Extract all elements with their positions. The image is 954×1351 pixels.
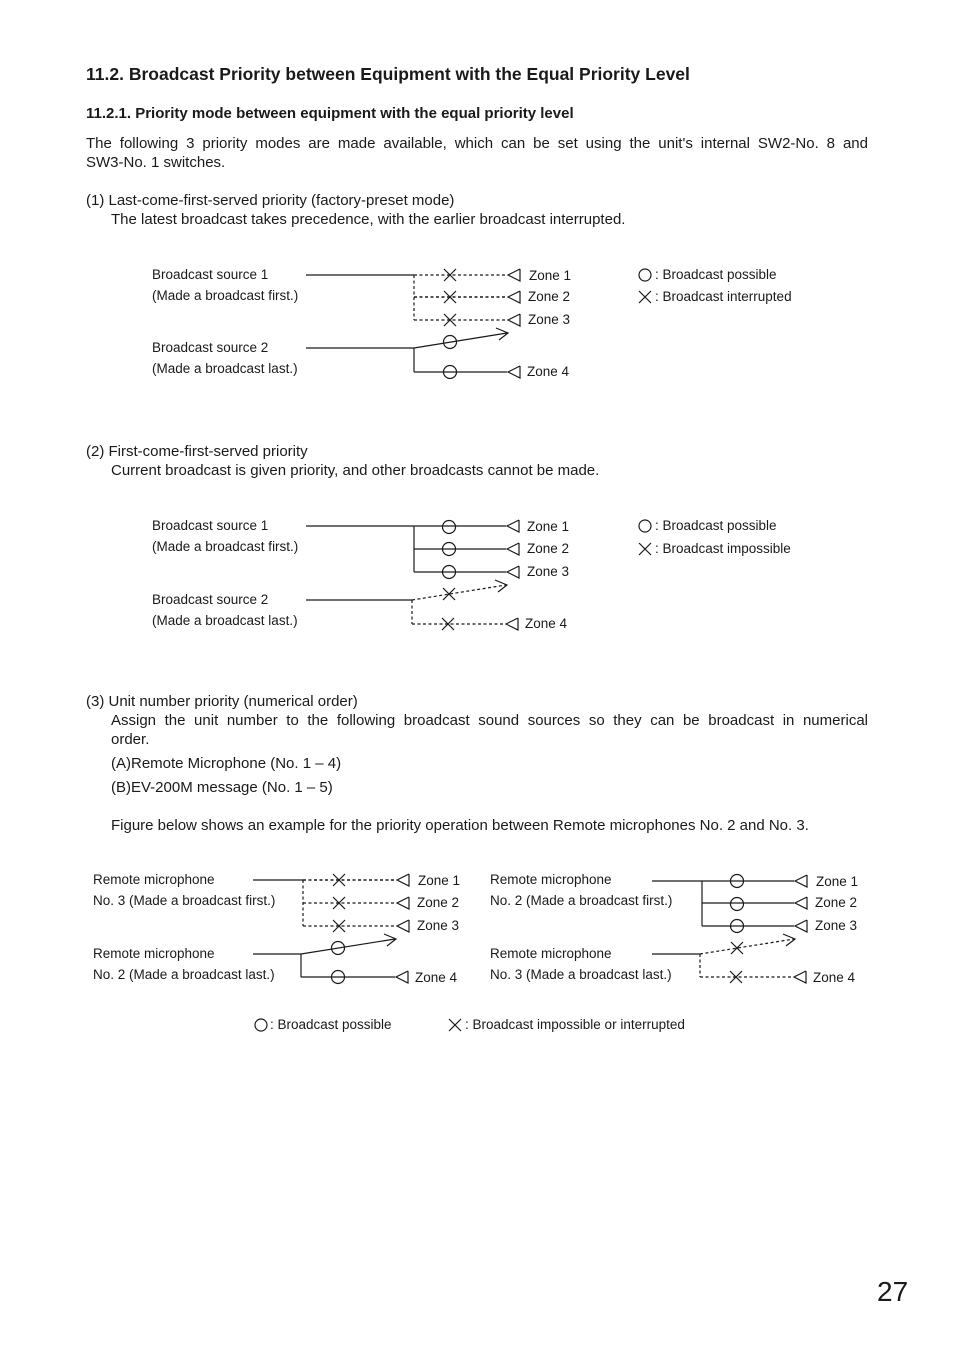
circle-icon xyxy=(443,521,456,534)
circle-icon xyxy=(731,898,744,911)
speaker-icon xyxy=(508,291,520,303)
intro-line-1: The following 3 priority modes are made available, which can be set using the unit's internal SW2-No. 8 and xyxy=(86,135,868,152)
legend-circle-icon xyxy=(639,269,651,281)
mode2-source1-note: (Made a broadcast first.) xyxy=(152,539,299,554)
mode3-figure-note: Figure below shows an example for the priority operation between Remote microphones No. 2 and No. 3. xyxy=(111,817,809,834)
mode1-zone-2: Zone 2 xyxy=(528,289,571,304)
speaker-icon xyxy=(507,566,519,578)
speaker-icon xyxy=(795,875,807,887)
mode3-right-zone-2: Zone 2 xyxy=(815,895,858,910)
mode2-zone-3: Zone 3 xyxy=(527,564,570,579)
mode2-legend-possible: : Broadcast possible xyxy=(655,518,777,533)
speaker-icon xyxy=(397,920,409,932)
mode1-description: The latest broadcast takes precedence, with the earlier broadcast interrupted. xyxy=(111,211,626,228)
mode2-source1-name: Broadcast source 1 xyxy=(152,518,269,533)
mode3-legend-impossible: : Broadcast impossible or interrupted xyxy=(465,1017,685,1032)
mode2-source2-note: (Made a broadcast last.) xyxy=(152,613,298,628)
mode1-source1-note: (Made a broadcast first.) xyxy=(152,288,299,303)
mode2-zone-1: Zone 1 xyxy=(527,519,570,534)
mode2-zone-4: Zone 4 xyxy=(525,616,568,631)
page-number: 27 xyxy=(877,1276,909,1307)
speaker-icon xyxy=(508,269,520,281)
speaker-icon xyxy=(396,971,408,983)
section-title: 11.2. Broadcast Priority between Equipment with the Equal Priority Level xyxy=(86,64,690,84)
mode2-zone-2: Zone 2 xyxy=(527,541,570,556)
mode3-left-source2-name: Remote microphone xyxy=(93,946,215,961)
mode3-left-zone-2: Zone 2 xyxy=(417,895,460,910)
mode3-item-b: (B)EV-200M message (No. 1 – 5) xyxy=(111,779,333,796)
mode2-heading: (2) First-come-first-served priority xyxy=(86,443,308,460)
mode1-legend-interrupted: : Broadcast interrupted xyxy=(655,289,792,304)
mode3-left-zone-3: Zone 3 xyxy=(417,918,460,933)
speaker-icon xyxy=(397,874,409,886)
speaker-icon xyxy=(795,920,807,932)
mode1-legend-possible: : Broadcast possible xyxy=(655,267,777,282)
speaker-icon xyxy=(508,314,520,326)
speaker-icon xyxy=(795,897,807,909)
mode2-source2-name: Broadcast source 2 xyxy=(152,592,269,607)
mode3-legend-possible: : Broadcast possible xyxy=(270,1017,392,1032)
mode3-left-source1-name: Remote microphone xyxy=(93,872,215,887)
mode3-right-source1-note: No. 2 (Made a broadcast first.) xyxy=(490,893,673,908)
mode3-item-a: (A)Remote Microphone (No. 1 – 4) xyxy=(111,755,342,772)
mode3-right-zone-4: Zone 4 xyxy=(813,970,856,985)
mode3-right-diagram xyxy=(652,875,807,984)
x-icon xyxy=(443,588,455,600)
mode1-zone-4: Zone 4 xyxy=(527,364,570,379)
speaker-icon xyxy=(794,971,806,983)
mode2-legend-impossible: : Broadcast impossible xyxy=(655,541,791,556)
mode3-right-source2-name: Remote microphone xyxy=(490,946,612,961)
speaker-icon xyxy=(508,366,520,378)
mode3-left-diagram xyxy=(253,874,409,984)
mode1-zone-3: Zone 3 xyxy=(528,312,571,327)
intro-line-2: SW3-No. 1 switches. xyxy=(86,154,226,171)
mode1-zone-1: Zone 1 xyxy=(529,268,572,283)
mode3-heading: (3) Unit number priority (numerical order) xyxy=(86,693,358,710)
legend-x-icon xyxy=(639,543,651,555)
mode3-left-zone-4: Zone 4 xyxy=(415,970,458,985)
legend-x-icon xyxy=(639,291,651,303)
mode1-source2-name: Broadcast source 2 xyxy=(152,340,269,355)
mode1-source2-note: (Made a broadcast last.) xyxy=(152,361,298,376)
legend-x-icon xyxy=(449,1019,461,1031)
mode2-description: Current broadcast is given priority, and other broadcasts cannot be made. xyxy=(111,462,600,479)
mode3-right-source2-note: No. 3 (Made a broadcast last.) xyxy=(490,967,672,982)
mode3-right-source1-name: Remote microphone xyxy=(490,872,612,887)
speaker-icon xyxy=(507,520,519,532)
mode3-right-zone-1: Zone 1 xyxy=(816,874,859,889)
legend-circle-icon xyxy=(255,1019,267,1031)
speaker-icon xyxy=(507,543,519,555)
mode3-right-zone-3: Zone 3 xyxy=(815,918,858,933)
x-icon xyxy=(731,942,743,954)
mode3-desc-line-2: order. xyxy=(111,731,150,748)
legend-circle-icon xyxy=(639,520,651,532)
speaker-icon xyxy=(506,618,518,630)
mode1-source1-name: Broadcast source 1 xyxy=(152,267,269,282)
speaker-icon xyxy=(397,897,409,909)
mode1-diagram xyxy=(306,269,651,379)
mode1-heading: (1) Last-come-first-served priority (factory-preset mode) xyxy=(86,192,455,209)
subsection-title: 11.2.1. Priority mode between equipment with the equal priority level xyxy=(86,105,574,122)
mode3-left-source1-note: No. 3 (Made a broadcast first.) xyxy=(93,893,276,908)
mode3-left-source2-note: No. 2 (Made a broadcast last.) xyxy=(93,967,275,982)
mode3-left-zone-1: Zone 1 xyxy=(418,873,461,888)
mode2-diagram xyxy=(306,520,651,630)
mode3-desc-line-1: Assign the unit number to the following broadcast sound sources so they can be broadcast in numerical xyxy=(111,712,868,729)
